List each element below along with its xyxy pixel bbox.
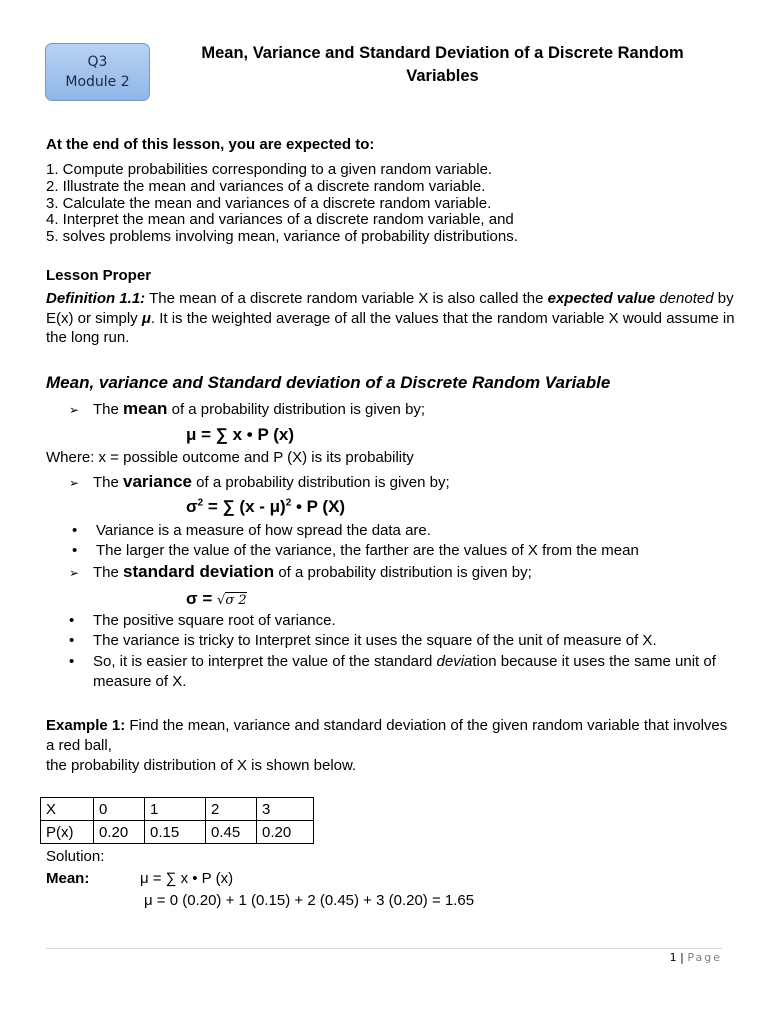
table-cell: 1 <box>145 798 206 821</box>
definition-term: expected value <box>547 290 656 307</box>
variance-note-text: The larger the value of the variance, the farther are the values of X from the mean <box>96 542 639 559</box>
table-cell: 0.45 <box>206 821 257 844</box>
definition-text: The mean of a discrete random variable X is also called the <box>145 290 548 307</box>
footer-divider <box>46 948 722 949</box>
distribution-table <box>40 797 314 844</box>
arrow-bullet-icon: ➢ <box>69 403 80 417</box>
table-cell: 0.20 <box>94 821 145 844</box>
sigma-symbol: σ <box>186 497 198 516</box>
sd-formula <box>186 589 247 609</box>
sd-note <box>69 652 729 692</box>
variance-note-text: Variance is a measure of how spread the data are. <box>96 522 431 539</box>
table-cell: 3 <box>257 798 314 821</box>
mu-symbol: μ <box>141 309 151 327</box>
definition-paragraph <box>46 289 736 348</box>
sd-intro <box>69 562 532 582</box>
example-label: Example 1: <box>46 717 126 734</box>
sd-note-part: tion because it uses the same unit of measure of X. <box>93 653 716 690</box>
objectives-heading: At the end of this lesson, you are expected to: <box>46 136 375 153</box>
sd-formula-lhs: σ = <box>186 589 213 608</box>
variance-formula <box>186 497 345 517</box>
page-label: Page <box>687 951 722 964</box>
definition-text: by E(x) or simply <box>46 290 734 327</box>
variance-note <box>72 542 639 559</box>
objectives-list <box>46 162 518 246</box>
variance-formula-tail: • P (X) <box>291 497 346 516</box>
mean-pre: The <box>93 401 124 418</box>
table-cell: X <box>41 798 94 821</box>
bullet-icon: • <box>69 653 75 670</box>
definition-label: Definition 1.1: <box>46 290 146 307</box>
table-row <box>41 821 314 844</box>
mean-post: of a probability distribution is given by; <box>167 401 426 418</box>
mean-formula: μ = ∑ x • P (x) <box>186 425 295 444</box>
variance-formula-body: = ∑ (x - μ) <box>203 497 286 516</box>
exponent: 2 <box>197 497 204 509</box>
bullet-icon: • <box>72 542 78 559</box>
page-title: Mean, Variance and Standard Deviation of a Discrete Random Variables <box>201 44 684 85</box>
module-badge <box>45 43 150 101</box>
objective-item: 2. Illustrate the mean and variances of a discrete random variable. <box>46 177 486 195</box>
example-text-2: the probability distribution of X is shown below. <box>46 757 357 774</box>
variance-note <box>72 522 431 539</box>
definition-text: . It is the weighted average of all the values that the random variable X would assume in the long run. <box>46 309 735 346</box>
arrow-bullet-icon: ➢ <box>69 566 80 580</box>
sd-post: of a probability distribution is given by; <box>274 564 532 581</box>
exponent: 2 <box>285 497 292 509</box>
definition-denoted: denoted <box>659 290 714 307</box>
page-footer <box>670 951 722 964</box>
variance-intro <box>69 472 450 492</box>
where-text: Where: x = possible outcome and P (X) is its probability <box>46 449 414 466</box>
sqrt-radicand: σ 2 <box>225 593 247 608</box>
sd-term: standard deviation <box>123 562 275 581</box>
solution-label: Solution: <box>46 848 105 865</box>
table-cell: 0.20 <box>257 821 314 844</box>
table-row <box>41 798 314 821</box>
sd-note <box>69 612 336 629</box>
objective-item: 5. solves problems involving mean, variance of probability distributions. <box>46 228 518 246</box>
mean-term: mean <box>123 399 168 418</box>
mean-label: Mean: <box>46 870 90 887</box>
page-number: 1 <box>669 951 677 964</box>
bullet-icon: • <box>69 632 75 649</box>
arrow-bullet-icon: ➢ <box>69 476 80 490</box>
sd-note <box>69 632 657 649</box>
section-heading: Mean, variance and Standard deviation of a Discrete Random Variable <box>46 373 611 392</box>
bullet-icon: • <box>69 612 75 629</box>
example-text: Find the mean, variance and standard deviation of the given random variable that involves a red ball, <box>46 717 728 754</box>
sd-note-text: The positive square root of variance. <box>93 612 336 629</box>
mean-intro <box>69 399 425 419</box>
table-cell: 0.15 <box>145 821 206 844</box>
objective-item: 4. Interpret the mean and variances of a discrete random variable, and <box>46 211 514 229</box>
table-cell: P(x) <box>41 821 94 844</box>
variance-term: variance <box>123 472 193 491</box>
table-cell: 2 <box>206 798 257 821</box>
badge-module: Module 2 <box>65 74 130 90</box>
variance-pre: The <box>93 474 124 491</box>
objective-item: 3. Calculate the mean and variances of a discrete random variable. <box>46 194 492 212</box>
example-paragraph <box>46 716 736 776</box>
sd-note-italic: devia <box>436 653 473 670</box>
badge-quarter: Q3 <box>87 54 108 70</box>
variance-post: of a probability distribution is given by; <box>192 474 450 491</box>
sd-pre: The <box>93 564 124 581</box>
sqrt-expression: √σ 2 <box>217 593 247 608</box>
footer-separator: | <box>676 951 688 964</box>
sd-note-text: The variance is tricky to Interpret since it uses the square of the unit of measure of X. <box>93 632 657 649</box>
mean-calculation: μ = 0 (0.20) + 1 (0.15) + 2 (0.45) + 3 (0.20) = 1.65 <box>144 892 475 909</box>
sd-note-text <box>93 652 729 692</box>
objective-item: 1. Compute probabilities corresponding to a given random variable. <box>46 161 493 178</box>
table-cell: 0 <box>94 798 145 821</box>
lesson-heading: Lesson Proper <box>46 267 152 284</box>
sd-note-part: So, it is easier to interpret the value of the standard <box>93 653 437 670</box>
mean-formula-solution: μ = ∑ x • P (x) <box>140 870 234 887</box>
bullet-icon: • <box>72 522 78 539</box>
